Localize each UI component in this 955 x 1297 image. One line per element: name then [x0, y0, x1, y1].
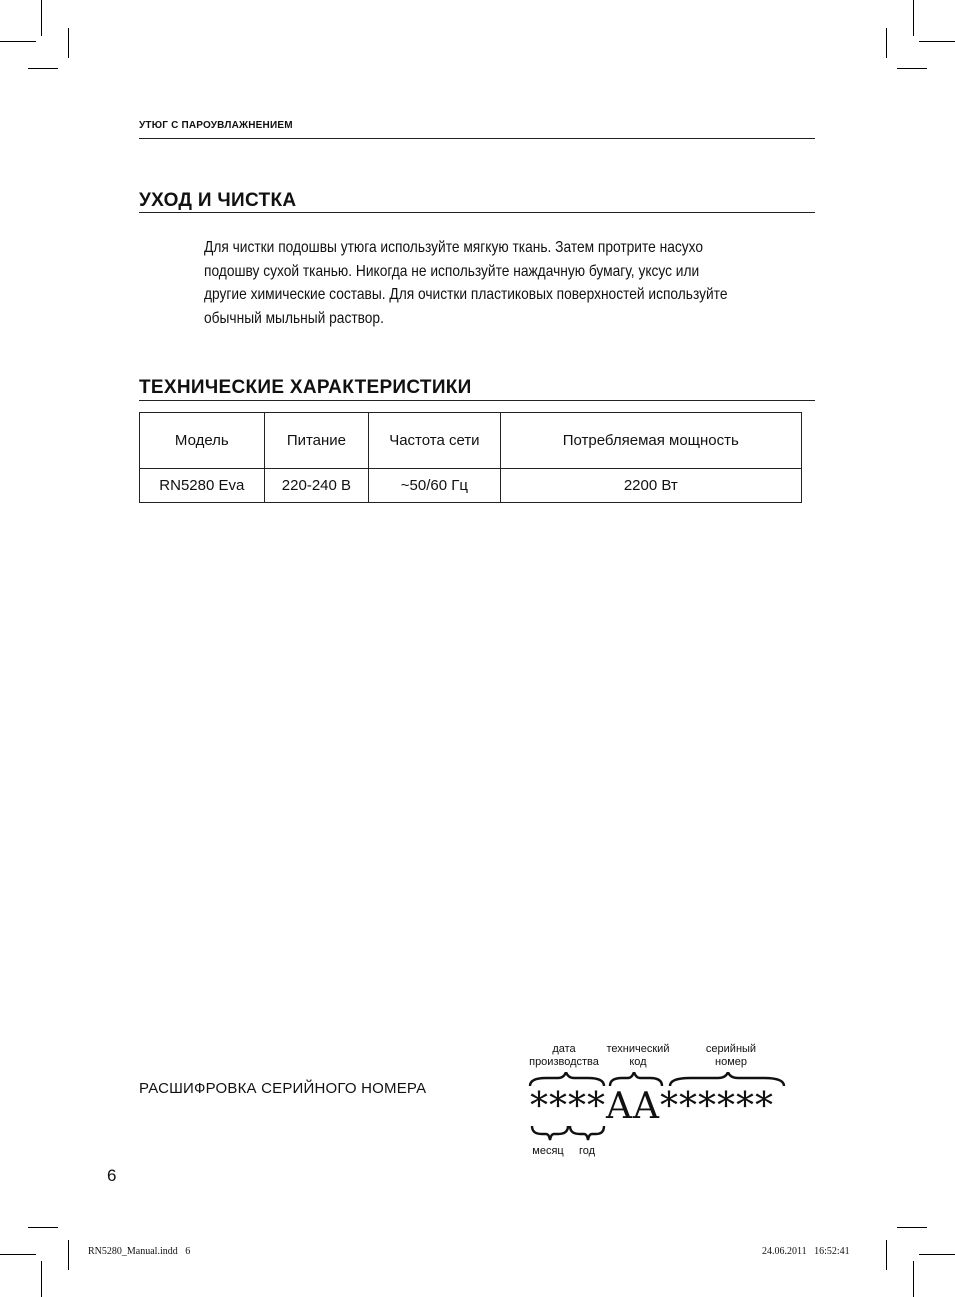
crop-mark — [919, 1254, 955, 1255]
running-header: УТЮГ С ПАРОУВЛАЖНЕНИЕМ — [139, 120, 293, 131]
serial-section-title: РАСШИФРОВКА СЕРИЙНОГО НОМЕРА — [139, 1080, 427, 1097]
crop-mark — [886, 1240, 887, 1270]
brace-serial-icon — [670, 1072, 784, 1086]
page-number: 6 — [107, 1166, 117, 1185]
crop-mark — [68, 28, 69, 58]
brace-tech-icon — [610, 1072, 662, 1086]
crop-mark — [28, 1227, 58, 1228]
slug-timestamp: 24.06.2011 16:52:41 — [762, 1246, 850, 1257]
specs-title-rule — [139, 400, 815, 401]
cell-consumption: 2200 Вт — [500, 469, 801, 503]
label-serial-number: серийный номер — [705, 1043, 757, 1068]
crop-mark — [886, 28, 887, 58]
crop-mark — [913, 0, 914, 36]
label-production-date: дата производства — [529, 1043, 599, 1068]
care-section-title: УХОД И ЧИСТКА — [139, 190, 297, 211]
header-power-supply: Питание — [264, 413, 369, 469]
header-model: Модель — [140, 413, 265, 469]
specs-data-row — [140, 469, 802, 503]
specs-header-row — [140, 413, 802, 469]
slug-filename: RN5280_Manual.indd 6 — [88, 1246, 191, 1257]
crop-mark — [41, 0, 42, 36]
crop-mark — [68, 1240, 69, 1270]
crop-mark — [0, 41, 36, 42]
specs-table — [139, 412, 802, 503]
cell-power-supply: 220-240 В — [264, 469, 369, 503]
crop-mark — [0, 1254, 36, 1255]
care-paragraph: Для чистки подошвы утюга используйте мягкую ткань. Затем протрите насухо подошву сухой тканью. Никогда не используйте наждачную бумагу, уксус или другие химические составы. Для очистки пластиковых поверхностей используйте обычный мыльный раствор. — [204, 239, 728, 327]
header-rule — [139, 138, 815, 139]
label-technical-code: технический код — [606, 1043, 670, 1068]
cell-model: RN5280 Eva — [140, 469, 265, 503]
label-month: месяц — [532, 1145, 564, 1157]
header-consumption: Потребляемая мощность — [500, 413, 801, 469]
brace-year-icon — [570, 1126, 604, 1140]
crop-mark — [913, 1261, 914, 1297]
brace-bottom-group — [530, 1124, 610, 1144]
serial-code: ****AA****** — [530, 1086, 774, 1127]
crop-mark — [897, 1227, 927, 1228]
care-title-rule — [139, 212, 815, 213]
brace-date-icon — [530, 1072, 604, 1086]
crop-mark — [897, 68, 927, 69]
header-frequency: Частота сети — [369, 413, 500, 469]
specs-section-title: ТЕХНИЧЕСКИЕ ХАРАКТЕРИСТИКИ — [139, 377, 472, 398]
crop-mark — [28, 68, 58, 69]
crop-mark — [919, 41, 955, 42]
crop-mark — [41, 1261, 42, 1297]
label-year: год — [578, 1145, 596, 1157]
cell-frequency: ~50/60 Гц — [369, 469, 500, 503]
brace-month-icon — [532, 1126, 568, 1140]
